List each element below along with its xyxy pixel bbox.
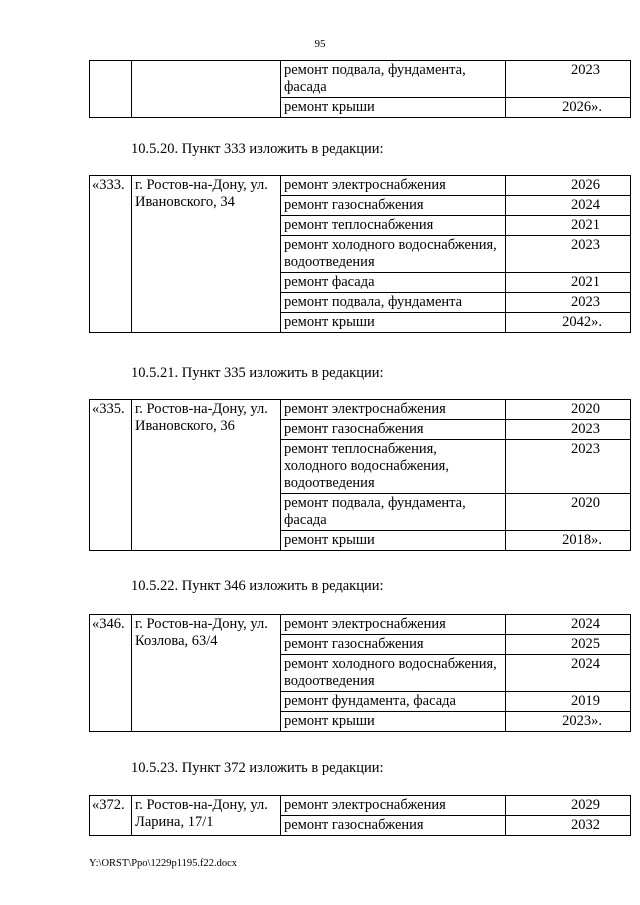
work-type-cell: ремонт газоснабжения <box>281 816 506 836</box>
year-cell: 2029 <box>506 796 631 816</box>
address-cell: г. Ростов-на-Дону, ул. Ивановского, 34 <box>132 176 281 333</box>
year-cell: 2024 <box>506 655 631 692</box>
address-cell: г. Ростов-на-Дону, ул. Ивановского, 36 <box>132 400 281 551</box>
work-type-cell: ремонт электроснабжения <box>281 176 506 196</box>
year-cell: 2020 <box>506 494 631 531</box>
year-cell: 2018». <box>506 531 631 551</box>
table-item-335 <box>89 399 631 551</box>
year-cell: 2023 <box>506 440 631 494</box>
section-heading: 10.5.21. Пункт 335 изложить в редакции: <box>131 365 384 381</box>
page-number: 95 <box>314 38 326 50</box>
section-heading: 10.5.23. Пункт 372 изложить в редакции: <box>131 760 384 776</box>
work-type-cell: ремонт подвала, фундамента <box>281 293 506 313</box>
year-cell: 2024 <box>506 196 631 216</box>
work-type-cell: ремонт электроснабжения <box>281 400 506 420</box>
work-type-cell: ремонт теплоснабжения <box>281 216 506 236</box>
table-continued <box>89 60 631 118</box>
year-cell: 2020 <box>506 400 631 420</box>
work-type-cell: ремонт фасада <box>281 273 506 293</box>
work-type-cell: ремонт крыши <box>281 712 506 732</box>
year-cell: 2019 <box>506 692 631 712</box>
table-item-372 <box>89 795 631 836</box>
work-type-cell: ремонт крыши <box>281 313 506 333</box>
section-heading: 10.5.22. Пункт 346 изложить в редакции: <box>131 578 384 594</box>
work-type-cell: ремонт холодного водоснабжения, водоотведения <box>281 655 506 692</box>
year-cell: 2023 <box>506 420 631 440</box>
work-type-cell: ремонт электроснабжения <box>281 796 506 816</box>
work-type-cell: ремонт теплоснабжения, холодного водоснабжения, водоотведения <box>281 440 506 494</box>
work-type-cell: ремонт газоснабжения <box>281 420 506 440</box>
table-row <box>90 796 631 816</box>
table-row <box>90 61 631 98</box>
table-row <box>90 400 631 420</box>
year-cell: 2023 <box>506 61 631 98</box>
year-cell: 2032 <box>506 816 631 836</box>
section-heading: 10.5.20. Пункт 333 изложить в редакции: <box>131 141 384 157</box>
item-number-cell: «372. <box>90 796 132 836</box>
address-cell: г. Ростов-на-Дону, ул. Ларина, 17/1 <box>132 796 281 836</box>
work-type-cell: ремонт подвала, фундамента, фасада <box>281 61 506 98</box>
table-row <box>90 176 631 196</box>
work-type-cell: ремонт электроснабжения <box>281 615 506 635</box>
work-type-cell: ремонт крыши <box>281 531 506 551</box>
work-type-cell: ремонт холодного водоснабжения, водоотведения <box>281 236 506 273</box>
year-cell: 2023 <box>506 236 631 273</box>
year-cell: 2026». <box>506 98 631 118</box>
year-cell: 2023 <box>506 293 631 313</box>
year-cell: 2021 <box>506 216 631 236</box>
table-row <box>90 615 631 635</box>
work-type-cell: ремонт крыши <box>281 98 506 118</box>
year-cell: 2026 <box>506 176 631 196</box>
item-number-cell <box>90 61 132 118</box>
item-number-cell: «346. <box>90 615 132 732</box>
work-type-cell: ремонт газоснабжения <box>281 196 506 216</box>
work-type-cell: ремонт газоснабжения <box>281 635 506 655</box>
address-cell: г. Ростов-на-Дону, ул. Козлова, 63/4 <box>132 615 281 732</box>
year-cell: 2021 <box>506 273 631 293</box>
year-cell: 2025 <box>506 635 631 655</box>
year-cell: 2042». <box>506 313 631 333</box>
item-number-cell: «333. <box>90 176 132 333</box>
item-number-cell: «335. <box>90 400 132 551</box>
table-item-333 <box>89 175 631 333</box>
year-cell: 2024 <box>506 615 631 635</box>
table-item-346 <box>89 614 631 732</box>
work-type-cell: ремонт подвала, фундамента, фасада <box>281 494 506 531</box>
address-cell <box>132 61 281 118</box>
work-type-cell: ремонт фундамента, фасада <box>281 692 506 712</box>
file-path-footer: Y:\ORST\Ppo\1229p1195.f22.docx <box>89 858 237 869</box>
year-cell: 2023». <box>506 712 631 732</box>
